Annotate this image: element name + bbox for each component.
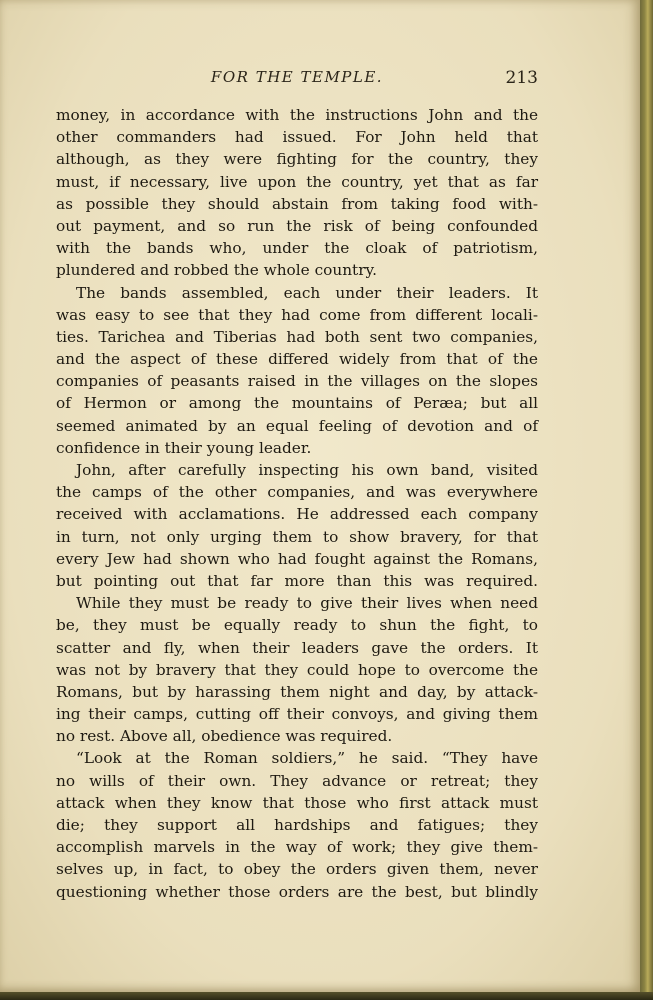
text-line: While they must be ready to give their lives when need (76, 594, 538, 613)
text-line: scatter and fly, when their leaders gave the orders. It (56, 638, 538, 657)
text-line: received with acclamations. He addressed each company (56, 505, 538, 524)
text-line: selves up, in fact, to obey the orders given them, never (56, 860, 538, 879)
text-line: questioning whether those orders are the best, but blindly (56, 882, 538, 901)
text-line: of Hermon or among the mountains of Peræa; but all (56, 394, 538, 413)
text-line: ing their camps, cutting off their convoys, and giving them (56, 705, 538, 724)
body-text (56, 104, 538, 903)
text-line: “Look at the Roman soldiers,” he said. “They have (76, 749, 538, 768)
text-line: companies of peasants raised in the villages on the slopes (56, 372, 538, 391)
text-line: die; they support all hardships and fatigues; they (56, 816, 538, 834)
text-line: The bands assembled, each under their leaders. It (76, 283, 538, 302)
text-line: John, after carefully inspecting his own band, visited (76, 461, 538, 479)
book-edge-right (640, 0, 653, 1000)
text-line: in turn, not only urging them to show bravery, for that (56, 527, 538, 546)
text-line: Romans, but by harassing them night and day, by attack- (56, 682, 538, 701)
running-title: FOR THE TEMPLE. (210, 68, 384, 86)
text-line: although, as they were fighting for the country, they (56, 150, 538, 169)
text-line: was easy to see that they had come from different locali- (56, 305, 538, 324)
text-line: must, if necessary, live upon the country, yet that as far (56, 172, 538, 191)
text-line: accomplish marvels in the way of work; they give them- (56, 838, 538, 857)
text-line: be, they must be equally ready to shun the fight, to (56, 616, 538, 635)
page-number: 213 (505, 68, 538, 88)
text-line: out payment, and so run the risk of being confounded (56, 216, 538, 235)
text-line: the camps of the other companies, and was everywhere (56, 483, 538, 502)
page-header (56, 68, 538, 92)
text-line: every Jew had shown who had fought against the Romans, (56, 549, 538, 568)
text-line: ties. Tarichea and Tiberias had both sent two companies, (56, 327, 538, 346)
text-line: but pointing out that far more than this was required. (56, 571, 538, 590)
book-edge-bottom (0, 992, 653, 1000)
text-line: was not by bravery that they could hope to overcome the (56, 660, 538, 679)
text-line: other commanders had issued. For John held that (56, 128, 538, 147)
text-line: seemed animated by an equal feeling of devotion and of (56, 416, 538, 435)
text-line: no wills of their own. They advance or retreat; they (56, 771, 538, 790)
text-line: attack when they know that those who first attack must (56, 793, 538, 812)
text-line: money, in accordance with the instructions John and the (56, 106, 538, 124)
text-line: with the bands who, under the cloak of patriotism, (56, 239, 538, 258)
text-line: and the aspect of these differed widely from that of the (56, 350, 538, 369)
text-line: plundered and robbed the whole country. (56, 261, 377, 280)
text-line: confidence in their young leader. (56, 438, 312, 457)
text-line: as possible they should abstain from taking food with- (56, 194, 538, 213)
text-line: no rest. Above all, obedience was required. (56, 727, 393, 746)
